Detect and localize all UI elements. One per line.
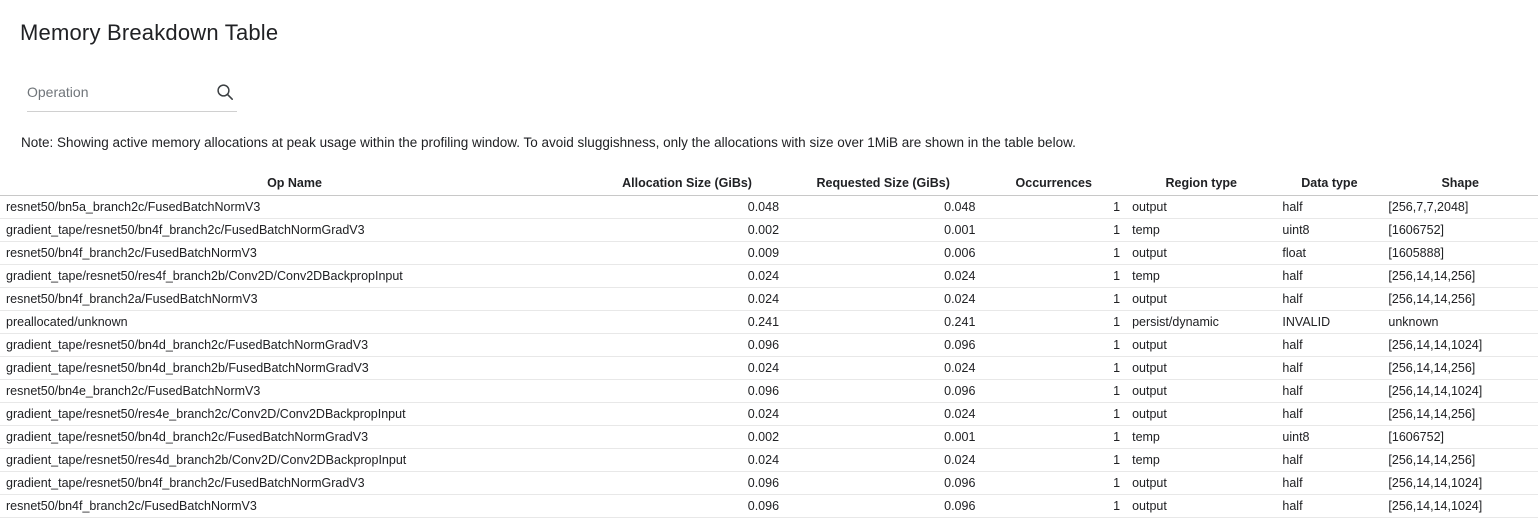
search-input[interactable] bbox=[27, 82, 207, 106]
cell-requested-size: 0.096 bbox=[785, 495, 981, 518]
cell-allocation-size: 0.024 bbox=[589, 403, 785, 426]
cell-requested-size: 0.096 bbox=[785, 334, 981, 357]
cell-shape: [256,14,14,1024] bbox=[1382, 334, 1538, 357]
cell-data-type: half bbox=[1276, 380, 1382, 403]
column-header-region-type[interactable]: Region type bbox=[1126, 172, 1276, 196]
cell-shape: [1606752] bbox=[1382, 219, 1538, 242]
memory-breakdown-table bbox=[0, 172, 1538, 518]
cell-allocation-size: 0.002 bbox=[589, 219, 785, 242]
cell-region-type: temp bbox=[1126, 219, 1276, 242]
cell-occurrences: 1 bbox=[981, 472, 1126, 495]
cell-occurrences: 1 bbox=[981, 219, 1126, 242]
cell-op-name: resnet50/bn4f_branch2c/FusedBatchNormV3 bbox=[0, 495, 589, 518]
cell-op-name: resnet50/bn4f_branch2c/FusedBatchNormV3 bbox=[0, 242, 589, 265]
cell-requested-size: 0.241 bbox=[785, 311, 981, 334]
cell-requested-size: 0.048 bbox=[785, 196, 981, 219]
column-header-op-name[interactable]: Op Name bbox=[0, 172, 589, 196]
cell-allocation-size: 0.002 bbox=[589, 426, 785, 449]
column-header-shape[interactable]: Shape bbox=[1382, 172, 1538, 196]
cell-requested-size: 0.024 bbox=[785, 288, 981, 311]
cell-data-type: half bbox=[1276, 495, 1382, 518]
operation-search-field[interactable] bbox=[27, 82, 237, 112]
cell-op-name: resnet50/bn4e_branch2c/FusedBatchNormV3 bbox=[0, 380, 589, 403]
cell-occurrences: 1 bbox=[981, 311, 1126, 334]
table-row[interactable] bbox=[0, 219, 1538, 242]
cell-shape: [256,7,7,2048] bbox=[1382, 196, 1538, 219]
cell-shape: unknown bbox=[1382, 311, 1538, 334]
cell-op-name: resnet50/bn5a_branch2c/FusedBatchNormV3 bbox=[0, 196, 589, 219]
cell-data-type: half bbox=[1276, 403, 1382, 426]
cell-requested-size: 0.024 bbox=[785, 449, 981, 472]
cell-shape: [256,14,14,1024] bbox=[1382, 472, 1538, 495]
column-header-requested-size[interactable]: Requested Size (GiBs) bbox=[785, 172, 981, 196]
table-row[interactable] bbox=[0, 357, 1538, 380]
cell-shape: [256,14,14,1024] bbox=[1382, 380, 1538, 403]
cell-allocation-size: 0.009 bbox=[589, 242, 785, 265]
cell-op-name: gradient_tape/resnet50/bn4f_branch2c/FusedBatchNormGradV3 bbox=[0, 472, 589, 495]
cell-requested-size: 0.096 bbox=[785, 472, 981, 495]
cell-data-type: half bbox=[1276, 334, 1382, 357]
cell-occurrences: 1 bbox=[981, 242, 1126, 265]
cell-allocation-size: 0.096 bbox=[589, 472, 785, 495]
cell-allocation-size: 0.024 bbox=[589, 265, 785, 288]
cell-occurrences: 1 bbox=[981, 495, 1126, 518]
table-row[interactable] bbox=[0, 495, 1538, 518]
table-header-row bbox=[0, 172, 1538, 196]
cell-data-type: uint8 bbox=[1276, 426, 1382, 449]
table-row[interactable] bbox=[0, 403, 1538, 426]
cell-region-type: temp bbox=[1126, 449, 1276, 472]
cell-occurrences: 1 bbox=[981, 334, 1126, 357]
cell-region-type: output bbox=[1126, 288, 1276, 311]
cell-region-type: output bbox=[1126, 242, 1276, 265]
cell-occurrences: 1 bbox=[981, 449, 1126, 472]
cell-allocation-size: 0.096 bbox=[589, 495, 785, 518]
cell-region-type: output bbox=[1126, 357, 1276, 380]
cell-allocation-size: 0.096 bbox=[589, 380, 785, 403]
cell-region-type: output bbox=[1126, 380, 1276, 403]
table-row[interactable] bbox=[0, 380, 1538, 403]
table-row[interactable] bbox=[0, 265, 1538, 288]
cell-requested-size: 0.001 bbox=[785, 426, 981, 449]
cell-allocation-size: 0.024 bbox=[589, 449, 785, 472]
cell-requested-size: 0.024 bbox=[785, 265, 981, 288]
cell-requested-size: 0.024 bbox=[785, 403, 981, 426]
table-row[interactable] bbox=[0, 288, 1538, 311]
cell-data-type: uint8 bbox=[1276, 219, 1382, 242]
cell-data-type: half bbox=[1276, 449, 1382, 472]
cell-region-type: persist/dynamic bbox=[1126, 311, 1276, 334]
table-body bbox=[0, 196, 1538, 518]
cell-occurrences: 1 bbox=[981, 196, 1126, 219]
cell-region-type: output bbox=[1126, 196, 1276, 219]
cell-op-name: gradient_tape/resnet50/res4f_branch2b/Conv2D/Conv2DBackpropInput bbox=[0, 265, 589, 288]
cell-shape: [256,14,14,256] bbox=[1382, 357, 1538, 380]
cell-shape: [256,14,14,256] bbox=[1382, 288, 1538, 311]
cell-data-type: half bbox=[1276, 196, 1382, 219]
cell-allocation-size: 0.096 bbox=[589, 334, 785, 357]
table-row[interactable] bbox=[0, 334, 1538, 357]
table-row[interactable] bbox=[0, 472, 1538, 495]
cell-occurrences: 1 bbox=[981, 357, 1126, 380]
cell-requested-size: 0.001 bbox=[785, 219, 981, 242]
cell-shape: [256,14,14,256] bbox=[1382, 449, 1538, 472]
column-header-allocation-size[interactable]: Allocation Size (GiBs) bbox=[589, 172, 785, 196]
cell-requested-size: 0.024 bbox=[785, 357, 981, 380]
cell-region-type: output bbox=[1126, 472, 1276, 495]
cell-data-type: half bbox=[1276, 288, 1382, 311]
search-icon[interactable] bbox=[215, 82, 235, 102]
cell-region-type: output bbox=[1126, 334, 1276, 357]
cell-shape: [256,14,14,1024] bbox=[1382, 495, 1538, 518]
table-row[interactable] bbox=[0, 311, 1538, 334]
cell-occurrences: 1 bbox=[981, 288, 1126, 311]
table-header bbox=[0, 172, 1538, 196]
cell-requested-size: 0.096 bbox=[785, 380, 981, 403]
cell-data-type: float bbox=[1276, 242, 1382, 265]
cell-requested-size: 0.006 bbox=[785, 242, 981, 265]
cell-allocation-size: 0.241 bbox=[589, 311, 785, 334]
cell-allocation-size: 0.024 bbox=[589, 288, 785, 311]
cell-op-name: preallocated/unknown bbox=[0, 311, 589, 334]
cell-data-type: INVALID bbox=[1276, 311, 1382, 334]
table-row[interactable] bbox=[0, 426, 1538, 449]
cell-shape: [256,14,14,256] bbox=[1382, 265, 1538, 288]
column-header-occurrences[interactable]: Occurrences bbox=[981, 172, 1126, 196]
cell-op-name: gradient_tape/resnet50/bn4d_branch2b/FusedBatchNormGradV3 bbox=[0, 357, 589, 380]
cell-region-type: temp bbox=[1126, 426, 1276, 449]
cell-occurrences: 1 bbox=[981, 426, 1126, 449]
cell-data-type: half bbox=[1276, 472, 1382, 495]
cell-region-type: output bbox=[1126, 403, 1276, 426]
cell-occurrences: 1 bbox=[981, 265, 1126, 288]
cell-allocation-size: 0.024 bbox=[589, 357, 785, 380]
cell-shape: [256,14,14,256] bbox=[1382, 403, 1538, 426]
cell-occurrences: 1 bbox=[981, 380, 1126, 403]
table-row[interactable] bbox=[0, 242, 1538, 265]
table-row[interactable] bbox=[0, 449, 1538, 472]
column-header-data-type[interactable]: Data type bbox=[1276, 172, 1382, 196]
cell-region-type: output bbox=[1126, 495, 1276, 518]
cell-allocation-size: 0.048 bbox=[589, 196, 785, 219]
cell-occurrences: 1 bbox=[981, 403, 1126, 426]
cell-data-type: half bbox=[1276, 265, 1382, 288]
page-title: Memory Breakdown Table bbox=[20, 20, 279, 45]
cell-op-name: gradient_tape/resnet50/bn4f_branch2c/FusedBatchNormGradV3 bbox=[0, 219, 589, 242]
note-text: Note: Showing active memory allocations at peak usage within the profiling window. To avoid sluggishness, only the allocations with size over 1MiB are shown in the table below. bbox=[21, 135, 1076, 150]
cell-op-name: gradient_tape/resnet50/res4d_branch2b/Conv2D/Conv2DBackpropInput bbox=[0, 449, 589, 472]
cell-op-name: resnet50/bn4f_branch2a/FusedBatchNormV3 bbox=[0, 288, 589, 311]
cell-op-name: gradient_tape/resnet50/bn4d_branch2c/FusedBatchNormGradV3 bbox=[0, 426, 589, 449]
cell-shape: [1605888] bbox=[1382, 242, 1538, 265]
table-row[interactable] bbox=[0, 196, 1538, 219]
cell-op-name: gradient_tape/resnet50/bn4d_branch2c/FusedBatchNormGradV3 bbox=[0, 334, 589, 357]
cell-region-type: temp bbox=[1126, 265, 1276, 288]
cell-op-name: gradient_tape/resnet50/res4e_branch2c/Conv2D/Conv2DBackpropInput bbox=[0, 403, 589, 426]
cell-data-type: half bbox=[1276, 357, 1382, 380]
cell-shape: [1606752] bbox=[1382, 426, 1538, 449]
